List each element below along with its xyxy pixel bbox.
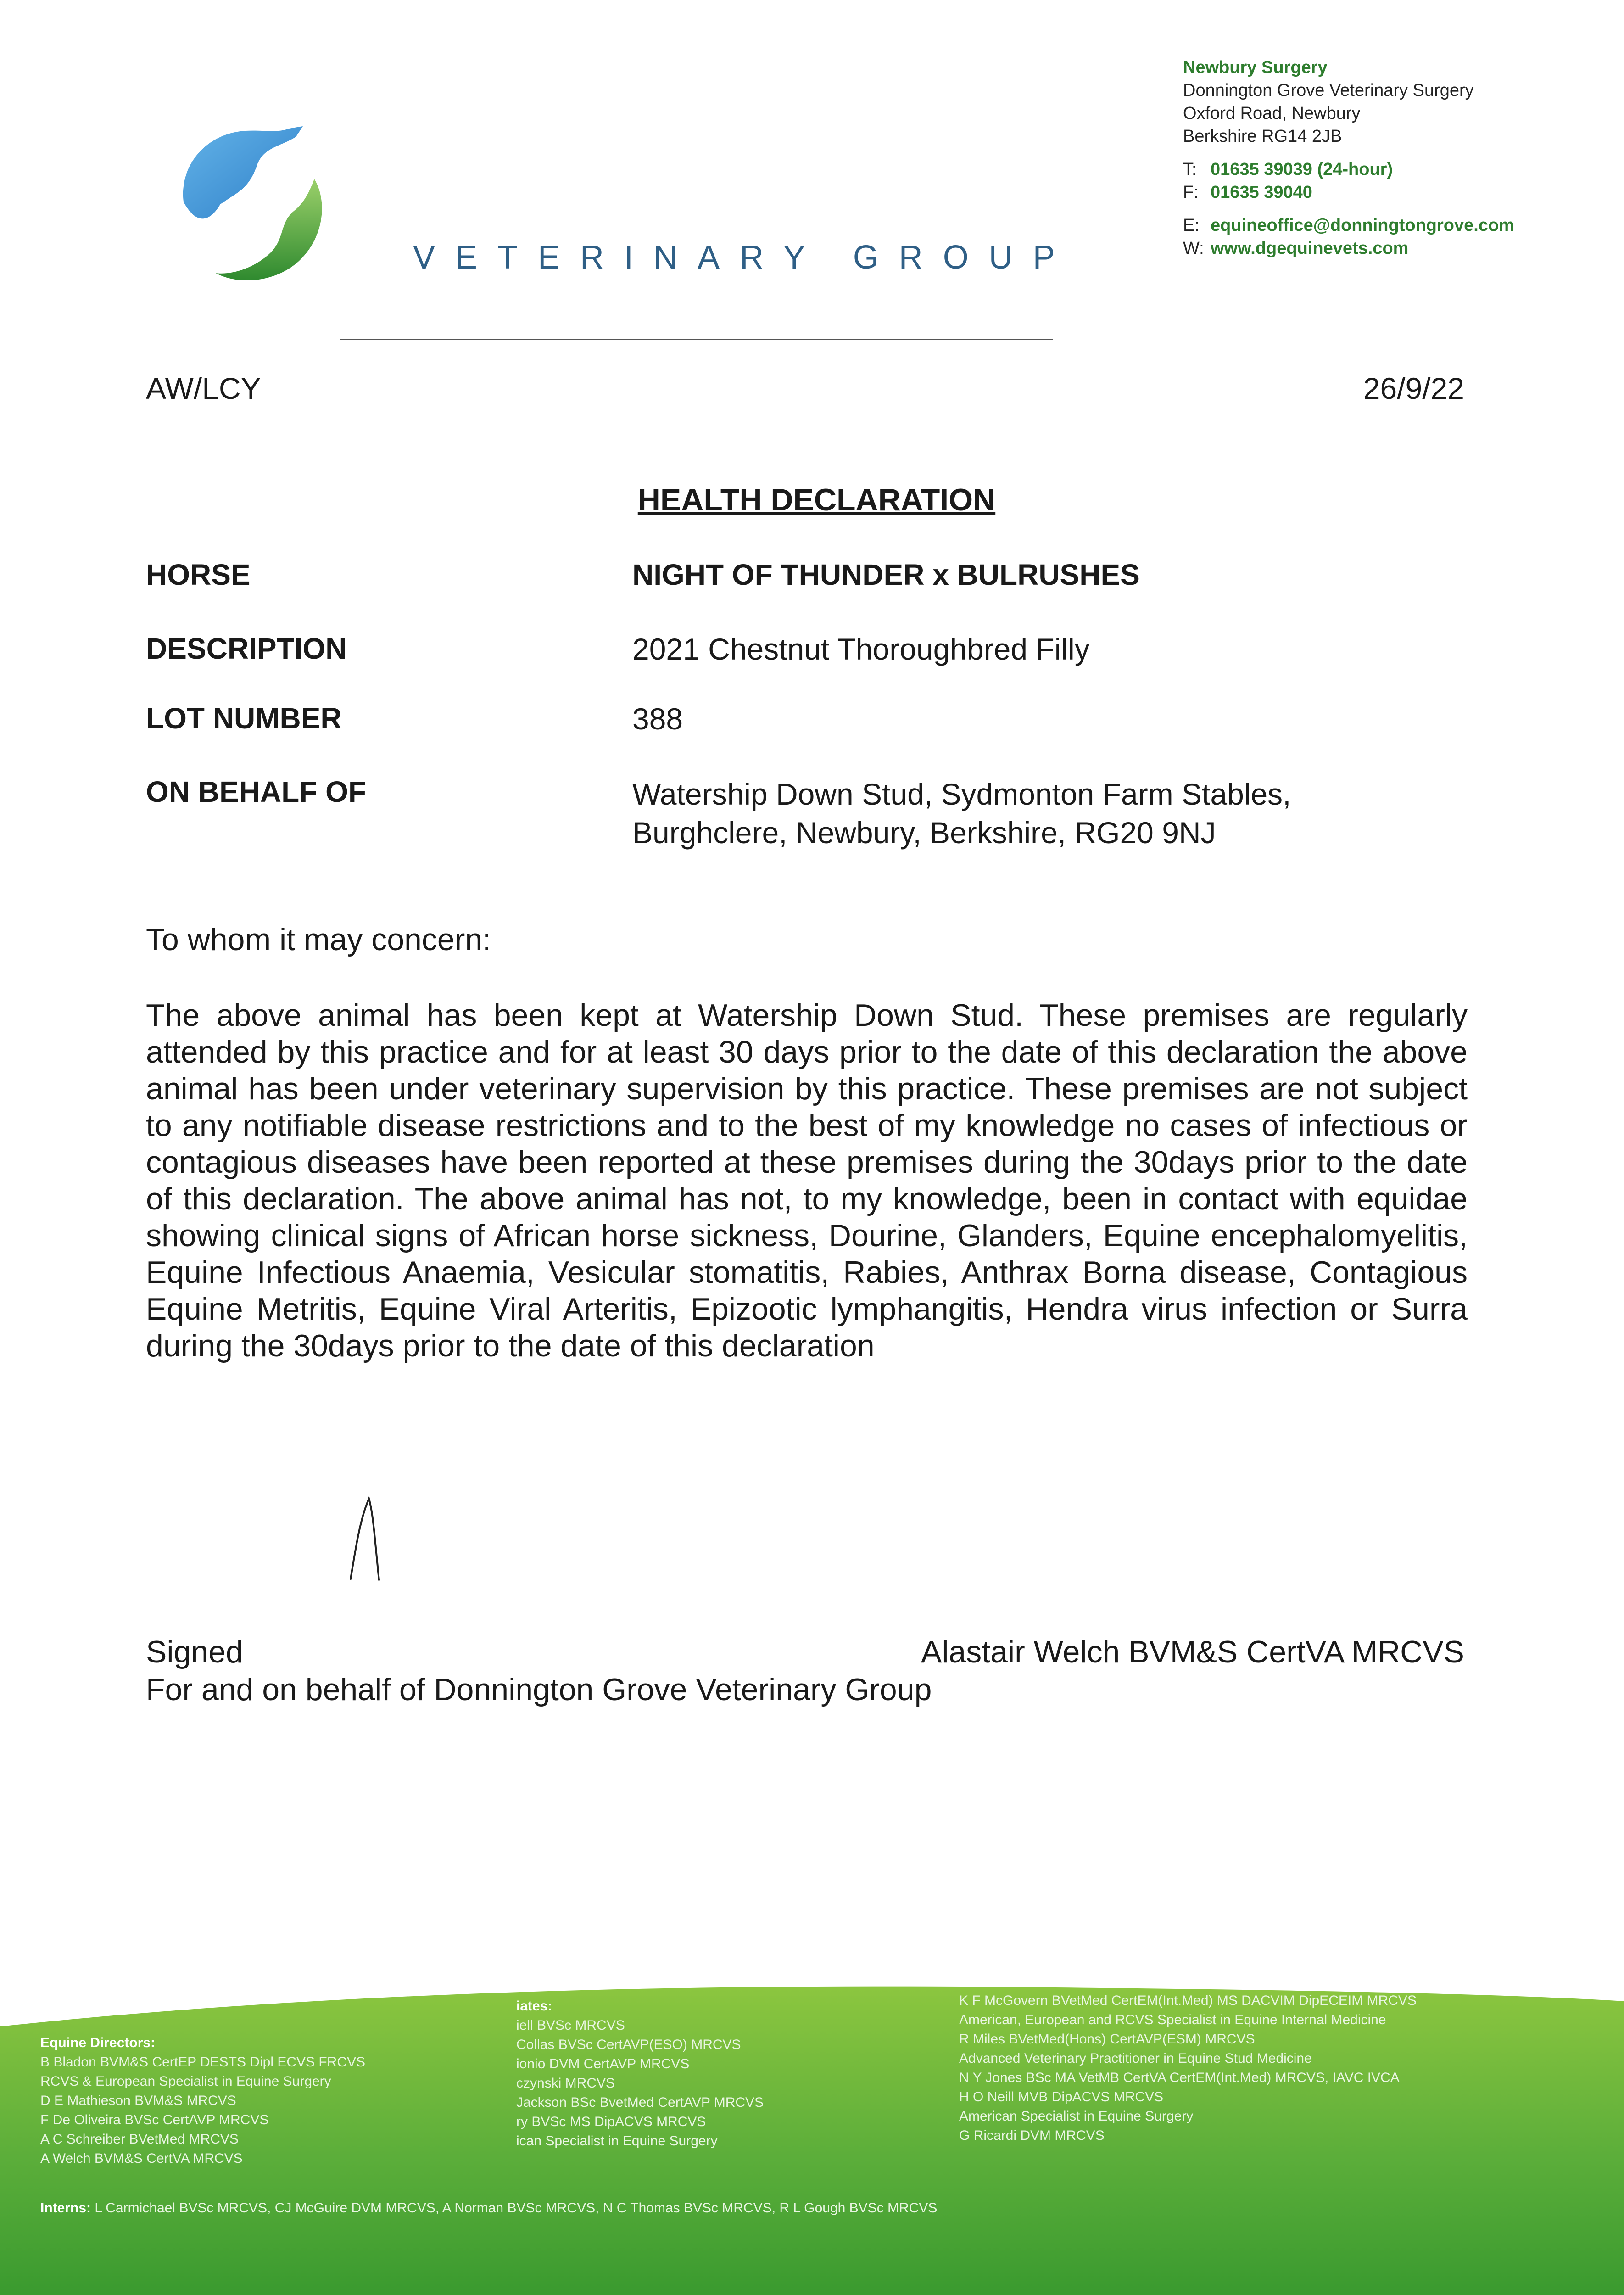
email-row: E: equineoffice@donningtongrove.com	[1183, 216, 1514, 235]
letter-reference: AW/LCY	[146, 371, 261, 405]
fax-row: F: 01635 39040	[1183, 183, 1312, 202]
field-label-on-behalf-of: ON BEHALF OF	[146, 775, 366, 808]
specialist-line: H O Neill MVB DipACVS MRCVS	[959, 2089, 1164, 2105]
on-behalf-statement: For and on behalf of Donnington Grove Veterinary Group	[146, 1672, 932, 1707]
specialist-line: G Ricardi DVM MRCVS	[959, 2128, 1105, 2143]
equine-directors-list	[40, 2033, 365, 2168]
header-divider	[340, 339, 1053, 340]
contact-block	[1183, 56, 1514, 260]
field-value-lot-number: 388	[632, 702, 683, 736]
associate-line: ican Specialist in Equine Surgery	[516, 2133, 718, 2149]
director-line: RCVS & European Specialist in Equine Surgery	[40, 2074, 331, 2089]
specialists-list	[959, 1991, 1417, 2145]
associate-line: Collas BVSc CertAVP(ESO) MRCVS	[516, 2037, 741, 2052]
address-line-3: Berkshire RG14 2JB	[1183, 127, 1342, 146]
field-label-horse: HORSE	[146, 558, 251, 591]
associates-list	[516, 1997, 764, 2151]
field-label-lot-number: LOT NUMBER	[146, 702, 342, 735]
address-line-2: Oxford Road, Newbury	[1183, 104, 1361, 123]
email-link[interactable]: equineoffice@donningtongrove.com	[1211, 216, 1514, 235]
telephone-row: T: 01635 39039 (24-hour)	[1183, 160, 1393, 179]
associate-line: iell BVSc MRCVS	[516, 2018, 625, 2033]
interns-names: L Carmichael BVSc MRCVS, CJ McGuire DVM MRCVS, A Norman BVSc MRCVS, N C Thomas BVSc MRCVS, R L Gough BVSc MRCVS	[95, 2200, 938, 2216]
specialist-line: Advanced Veterinary Practitioner in Equine Stud Medicine	[959, 2051, 1312, 2066]
director-line: A Welch BVM&S CertVA MRCVS	[40, 2151, 243, 2166]
director-line: F De Oliveira BVSc CertAVP MRCVS	[40, 2112, 269, 2127]
signer-name: Alastair Welch BVM&S CertVA MRCVS	[921, 1634, 1464, 1669]
footer-band	[0, 1974, 1624, 2295]
specialist-line: K F McGovern BVetMed CertEM(Int.Med) MS DACVIM DipECEIM MRCVS	[959, 1993, 1417, 2008]
director-line: D E Mathieson BVM&S MRCVS	[40, 2093, 236, 2108]
greeting: To whom it may concern:	[146, 922, 491, 957]
web-row: W: www.dgequinevets.com	[1183, 239, 1409, 258]
horse-head-logo-icon	[165, 115, 340, 289]
interns-line	[40, 2199, 937, 2218]
on-behalf-line-2: Burghclere, Newbury, Berkshire, RG20 9NJ	[632, 816, 1216, 850]
on-behalf-line-1: Watership Down Stud, Sydmonton Farm Stables,	[632, 777, 1291, 811]
field-value-description: 2021 Chestnut Thoroughbred Filly	[632, 632, 1090, 666]
address-line-1: Donnington Grove Veterinary Surgery	[1183, 81, 1474, 100]
associates-heading: iates:	[516, 1998, 552, 2014]
fax-number: 01635 39040	[1211, 183, 1312, 202]
director-line: A C Schreiber BVetMed MRCVS	[40, 2132, 239, 2147]
logo-wordmark	[413, 239, 1075, 276]
specialist-line: R Miles BVetMed(Hons) CertAVP(ESM) MRCVS	[959, 2032, 1255, 2047]
specialist-line: N Y Jones BSc MA VetMB CertVA CertEM(Int.Med) MRCVS, IAVC IVCA	[959, 2070, 1400, 2085]
web-link[interactable]: www.dgequinevets.com	[1211, 239, 1409, 258]
logo-word-group: GROUP	[853, 239, 1075, 276]
director-line: B Bladon BVM&S CertEP DESTS Dipl ECVS FRCVS	[40, 2054, 366, 2070]
associate-line: ionio DVM CertAVP MRCVS	[516, 2056, 690, 2071]
field-value-on-behalf-of	[632, 775, 1291, 852]
declaration-body: The above animal has been kept at Watership Down Stud. These premises are regularly attended by this practice and for at least 30 days prior to the date of this declaration the above animal has been under veterinary supervision by this practice. These premises are not subject to any notifiable disease restrictions and to the best of my knowledge no cases of infectious or contagious diseases have been reported at these premises during the 30days prior to the date of this declaration. The above animal has not, to my knowledge, been in contact with equidae showing clinical signs of African horse sickness, Dourine, Glanders, Equine encephalomyelitis, Equine Infectious Anaemia, Vesicular stomatitis, Rabies, Anthrax Borna disease, Contagious Equine Metritis, Equine Viral Arteritis, Epizootic lymphangitis, Hendra virus infection or Surra during the 30days prior to the date of this declaration	[146, 998, 1468, 1363]
veterinary-group-logo	[165, 115, 340, 289]
interns-heading: Interns:	[40, 2200, 91, 2216]
field-label-description: DESCRIPTION	[146, 632, 347, 665]
directors-heading: Equine Directors:	[40, 2035, 156, 2050]
associate-line: Jackson BSc BvetMed CertAVP MRCVS	[516, 2095, 764, 2110]
logo-word-veterinary: VETERINARY	[413, 239, 826, 276]
associate-line: czynski MRCVS	[516, 2076, 615, 2091]
handwritten-signature	[347, 1492, 393, 1584]
associate-line: ry BVSc MS DipACVS MRCVS	[516, 2114, 706, 2129]
specialist-line: American Specialist in Equine Surgery	[959, 2109, 1194, 2124]
specialist-line: American, European and RCVS Specialist in Equine Internal Medicine	[959, 2012, 1386, 2027]
telephone-number[interactable]: 01635 39039 (24-hour)	[1211, 160, 1393, 179]
document-title: HEALTH DECLARATION	[637, 482, 996, 517]
letter-date: 26/9/22	[1363, 371, 1464, 405]
field-value-horse: NIGHT OF THUNDER x BULRUSHES	[632, 558, 1140, 591]
surgery-name: Newbury Surgery	[1183, 58, 1328, 77]
signed-label: Signed	[146, 1634, 243, 1669]
